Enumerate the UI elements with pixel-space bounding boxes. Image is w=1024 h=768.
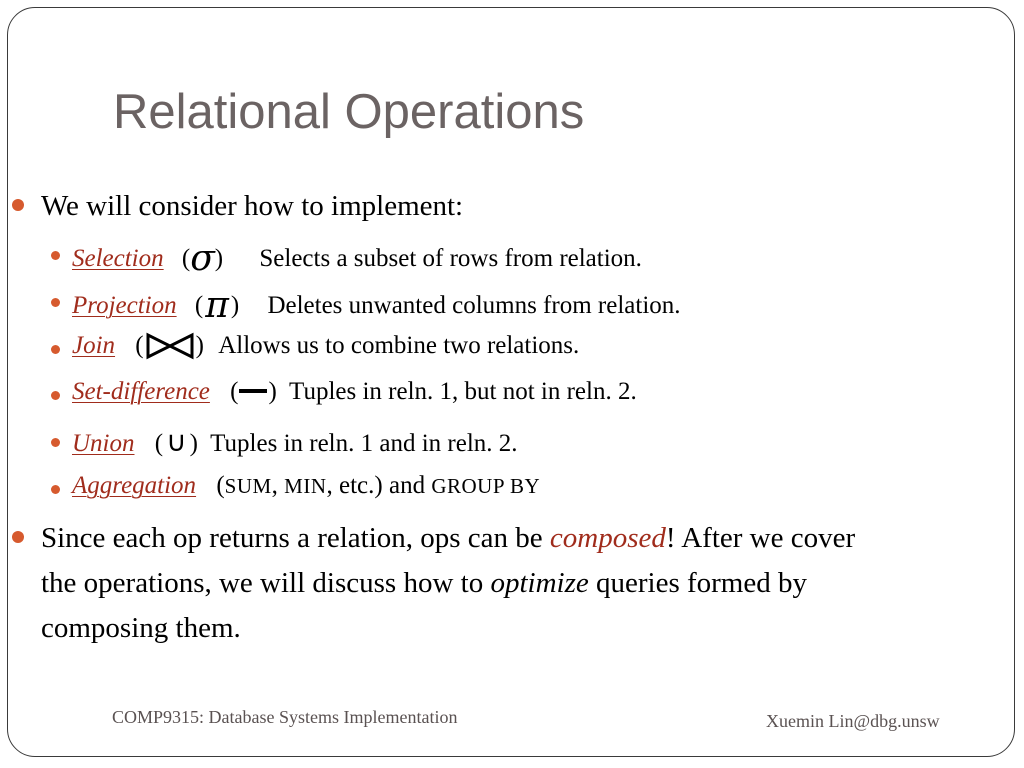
selection-desc: Selects a subset of rows from relation. — [259, 245, 642, 272]
pi-symbol: π — [205, 285, 229, 326]
selection-link[interactable]: Selection — [72, 245, 164, 272]
bullet-dot — [12, 531, 24, 543]
projection-link[interactable]: Projection — [72, 292, 177, 319]
group-by-keyword: GROUP BY — [431, 474, 541, 498]
set-difference-link[interactable]: Set-difference — [72, 378, 210, 405]
bullet-dot — [51, 438, 60, 447]
bullet-dot — [51, 391, 60, 400]
bullet-dot — [51, 345, 60, 354]
minus-icon — [238, 388, 268, 394]
union-link[interactable]: Union — [72, 430, 135, 457]
footer-course: COMP9315: Database Systems Implementation — [112, 707, 458, 727]
composed-emphasis: composed — [549, 522, 666, 554]
bullet-dot — [51, 251, 60, 260]
union-symbol: ∪ — [166, 425, 187, 458]
optimize-emphasis: optimize — [490, 567, 589, 599]
composed-paragraph: Since each op returns a relation, ops can be composed! After we cover the operations, we will discuss how to optimize queries formed by composing them. — [41, 522, 856, 644]
bowtie-join-icon — [144, 332, 196, 360]
join-desc: Allows us to combine two relations. — [218, 332, 580, 359]
bullet-dot — [51, 485, 60, 494]
slide-title: Relational Operations — [113, 85, 585, 139]
sum-keyword: SUM — [224, 474, 272, 498]
join-link[interactable]: Join — [72, 332, 116, 359]
footer-author: Xuemin Lin@dbg.unsw — [766, 711, 940, 731]
sigma-symbol: σ — [190, 238, 215, 279]
selection-item: Selection (σ) Selects a subset of rows from relation. — [72, 238, 642, 279]
projection-item: Projection (π) Deletes unwanted columns from relation. — [72, 285, 681, 326]
join-item: Join ( ) Allows us to combine two relations. — [72, 332, 580, 359]
min-keyword: MIN — [284, 474, 327, 498]
intro-text: We will consider how to implement: — [41, 190, 464, 222]
set-difference-desc: Tuples in reln. 1, but not in reln. 2. — [289, 378, 637, 405]
union-item: Union ( ∪ ) Tuples in reln. 1 and in reln. 2. — [72, 425, 518, 458]
union-desc: Tuples in reln. 1 and in reln. 2. — [210, 430, 518, 457]
aggregation-link[interactable]: Aggregation — [72, 472, 197, 499]
set-difference-item: Set-difference ( ) Tuples in reln. 1, but not in reln. 2. — [72, 378, 637, 405]
bullet-dot — [51, 298, 60, 307]
bullet-dot — [12, 199, 24, 211]
projection-desc: Deletes unwanted columns from relation. — [267, 292, 681, 319]
aggregation-item: Aggregation (SUM, MIN, etc.) and GROUP BY — [72, 472, 541, 499]
